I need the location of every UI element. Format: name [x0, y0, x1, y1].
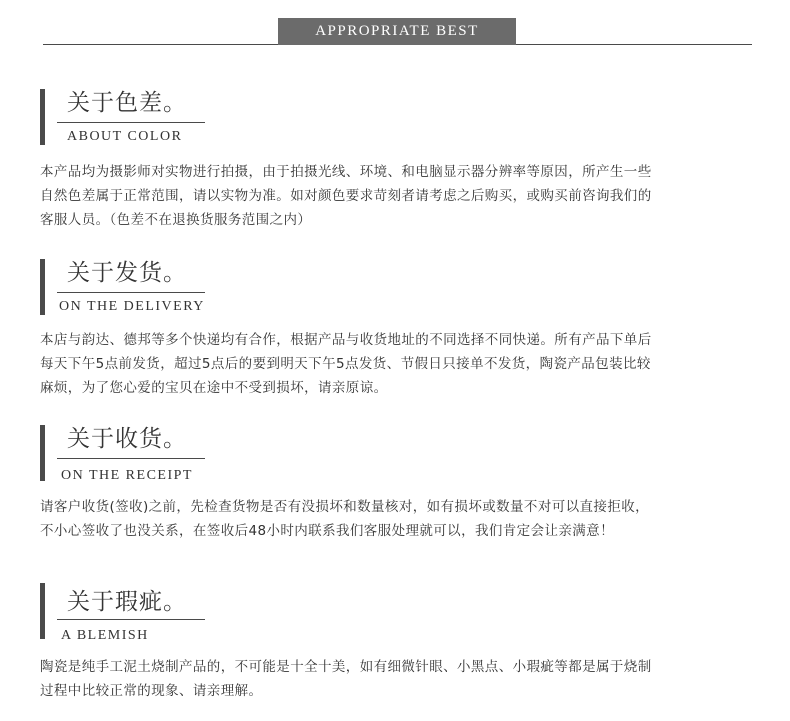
body-line: 本产品均为摄影师对实物进行拍摄，由于拍摄光线、环境、和电脑显示器分辨率等原因，所产生一些 [40, 164, 652, 180]
section-subtitle: ON THE RECEIPT [61, 468, 193, 483]
section-body [40, 655, 760, 703]
banner-title: APPROPRIATE BEST [278, 18, 516, 45]
body-line: 客服人员。（色差不在退换货服务范围之内） [40, 212, 312, 228]
section-title-underline [57, 122, 205, 123]
section-title: 关于色差。 [67, 90, 187, 116]
section-title: 关于瑕疵。 [67, 589, 187, 615]
section-title: 关于发货。 [67, 260, 187, 286]
body-line: 过程中比较正常的现象、请亲理解。 [40, 683, 263, 699]
section-accent-bar [40, 259, 45, 315]
section-body [40, 328, 760, 400]
section-title-underline [57, 619, 205, 620]
body-line: 不小心签收了也没关系，在签收后48小时内联系我们客服处理就可以，我们肯定会让亲满意！ [40, 523, 614, 539]
body-line: 自然色差属于正常范围，请以实物为准。如对颜色要求苛刻者请考虑之后购买，或购买前咨询我们的 [40, 188, 652, 204]
section-title-underline [57, 458, 205, 459]
body-line: 每天下午5点前发货，超过5点后的要到明天下午5点发货、节假日只接单不发货，陶瓷产品包装比较 [40, 356, 651, 372]
section-accent-bar [40, 425, 45, 481]
section-accent-bar [40, 583, 45, 639]
body-line: 本店与韵达、德邦等多个快递均有合作，根据产品与收货地址的不同选择不同快递。所有产品下单后 [40, 332, 652, 348]
body-line: 请客户收货(签收)之前，先检查货物是否有没损坏和数量核对，如有损坏或数量不对可以直接拒收， [40, 499, 650, 515]
section-subtitle: ON THE DELIVERY [59, 299, 205, 314]
section-body [40, 495, 760, 543]
section-title: 关于收货。 [67, 426, 187, 452]
body-line: 麻烦，为了您心爱的宝贝在途中不受到损坏，请亲原谅。 [40, 380, 388, 396]
section-accent-bar [40, 89, 45, 145]
section-subtitle: ABOUT COLOR [67, 129, 183, 144]
section-body [40, 160, 760, 232]
section-subtitle: A BLEMISH [61, 628, 149, 643]
section-title-underline [57, 292, 205, 293]
body-line: 陶瓷是纯手工泥土烧制产品的，不可能是十全十美，如有细微针眼、小黑点、小瑕疵等都是属于烧制 [40, 659, 652, 675]
